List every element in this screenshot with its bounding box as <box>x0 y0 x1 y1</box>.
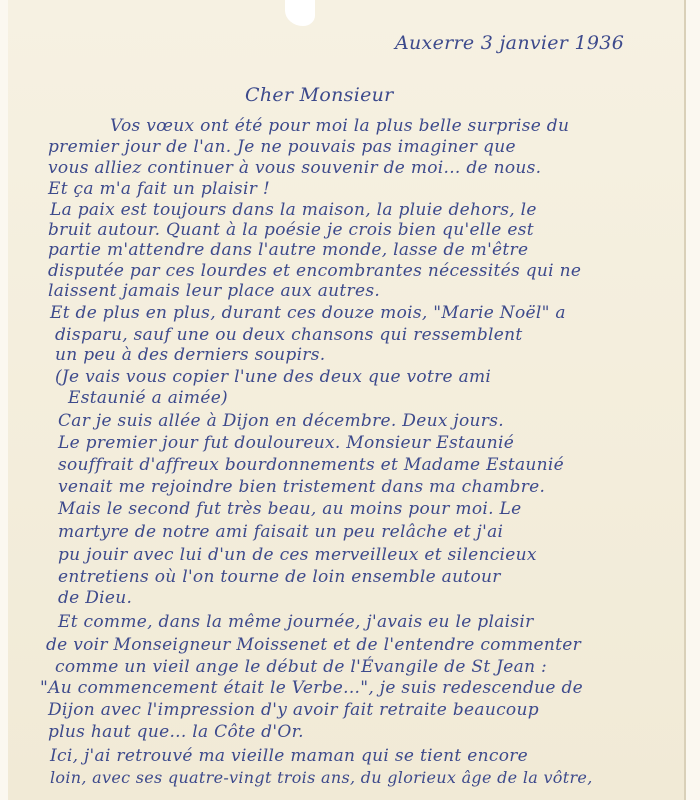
letter-line: pu jouir avec lui d'un de ces merveilleux et silencieux <box>58 545 537 565</box>
letter-line: disparu, sauf une ou deux chansons qui ressemblent <box>55 325 523 345</box>
letter-line: un peu à des derniers soupirs. <box>55 345 326 365</box>
letter-line: La paix est toujours dans la maison, la pluie dehors, le <box>50 200 537 220</box>
letter-line: Le premier jour fut douloureux. Monsieur Estaunié <box>58 433 515 453</box>
letter-line: (Je vais vous copier l'une des deux que votre ami <box>55 367 492 387</box>
letter-line: Vos vœux ont été pour moi la plus belle surprise du <box>110 116 570 136</box>
letter-line: comme un vieil ange le début de l'Évangile de St Jean : <box>55 657 548 677</box>
letter-line: de voir Monseigneur Moissenet et de l'entendre commenter <box>46 635 582 655</box>
letter-line: disputée par ces lourdes et encombrantes nécessités qui ne <box>48 261 582 281</box>
letter-line: bruit autour. Quant à la poésie je crois bien qu'elle est <box>48 220 534 240</box>
letter-line: entretiens où l'on tourne de loin ensemble autour <box>58 567 501 587</box>
letter-line: premier jour de l'an. Je ne pouvais pas imaginer que <box>48 137 516 157</box>
letter-line: souffrait d'affreux bourdonnements et Madame Estaunié <box>58 455 565 475</box>
letter-line: vous alliez continuer à vous souvenir de moi... de nous. <box>48 158 542 178</box>
letter-line: "Au commencement était le Verbe...", je suis redescendue de <box>40 678 583 698</box>
letter-line: Et comme, dans la même journée, j'avais eu le plaisir <box>58 612 534 632</box>
letter-line: Mais le second fut très beau, au moins pour moi. Le <box>58 499 522 519</box>
letter-line: venait me rejoindre bien tristement dans ma chambre. <box>58 477 546 497</box>
letter-line: martyre de notre ami faisait un peu relâche et j'ai <box>58 522 504 542</box>
letter-line: Dijon avec l'impression d'y avoir fait retraite beaucoup <box>48 700 539 720</box>
letter-line: Et ça m'a fait un plaisir ! <box>48 179 270 199</box>
place-date: Auxerre 3 janvier 1936 <box>395 32 625 54</box>
letter-line: de Dieu. <box>58 588 133 608</box>
letter-line: laissent jamais leur place aux autres. <box>48 281 381 301</box>
letter-line: loin, avec ses quatre-vingt trois ans, du glorieux âge de la vôtre, <box>50 768 593 787</box>
letter-line: partie m'attendre dans l'autre monde, lasse de m'être <box>48 240 529 260</box>
letter-line: Car je suis allée à Dijon en décembre. Deux jours. <box>58 411 504 431</box>
salutation: Cher Monsieur <box>245 84 394 106</box>
letter-line: plus haut que... la Côte d'Or. <box>48 722 304 742</box>
letter-line: Et de plus en plus, durant ces douze mois, "Marie Noël" a <box>50 303 566 323</box>
letter-line: Ici, j'ai retrouvé ma vieille maman qui se tient encore <box>50 746 529 766</box>
letter-line: Estaunié a aimée) <box>68 388 228 408</box>
